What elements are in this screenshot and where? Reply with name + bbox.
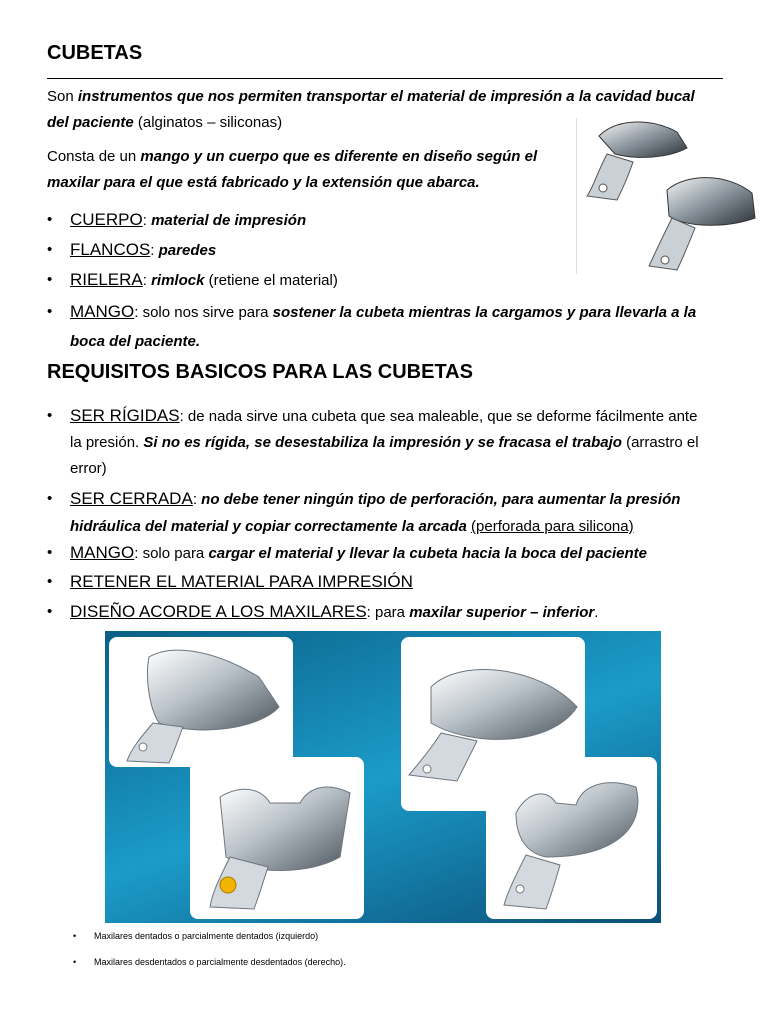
list-item <box>47 403 727 482</box>
term: CUERPO <box>70 210 143 229</box>
bold-text: cargar el material y llevar la cubeta hacia la boca del paciente <box>208 545 648 562</box>
text: la presión. <box>70 434 144 451</box>
intro-text: Consta de un <box>47 148 141 165</box>
caption-list <box>73 930 346 968</box>
bullet-icon: • <box>47 303 53 320</box>
edentulous-lower-tray-icon <box>486 757 657 919</box>
intro-bold: mango y un cuerpo que es diferente en diseño según el <box>140 148 538 165</box>
bullet-icon: • <box>47 490 53 507</box>
intro-bold: instrumentos que nos permiten transportar el material de impresión a la cavidad bucal <box>77 88 695 105</box>
bold-text: hidráulica del material y copiar correctamente la arcada <box>70 518 467 535</box>
separator: : solo para <box>134 545 209 562</box>
yellow-marker-icon <box>220 877 236 893</box>
text: . <box>594 604 599 621</box>
parts-list <box>47 207 727 356</box>
text: : de nada sirve una cubeta que sea maleable, que se deforme fácilmente ante <box>179 408 698 425</box>
dentate-lower-tray-icon <box>190 757 364 919</box>
list-item <box>47 237 727 263</box>
term: RIELERA <box>70 270 143 289</box>
list-item <box>47 485 727 540</box>
bullet-icon: • <box>47 544 53 561</box>
bold-text: sostener la cubeta mientras la cargamos y para llevarla a la <box>272 304 697 321</box>
text: (arrastro el <box>621 434 699 451</box>
title-divider <box>47 78 723 79</box>
bold-text: Si no es rígida, se desestabiliza la impresión y se fracasa el trabajo <box>143 434 622 451</box>
photo-tile <box>190 757 364 919</box>
list-item <box>47 297 727 356</box>
photo-tile <box>486 757 657 919</box>
separator: : para <box>366 604 410 621</box>
dentate-upper-tray-icon <box>109 637 293 767</box>
bullet-icon: • <box>47 603 53 620</box>
bullet-icon: • <box>47 271 53 288</box>
separator: : <box>142 212 152 229</box>
separator: : <box>192 491 202 508</box>
intro-bold: del paciente <box>47 114 134 131</box>
requirements-list <box>47 403 727 627</box>
bold-text: boca del paciente. <box>70 333 201 350</box>
caption-item <box>73 930 346 942</box>
trays-photo-panel <box>105 631 661 923</box>
separator: : <box>150 242 159 259</box>
term: RETENER EL MATERIAL PARA IMPRESIÓN <box>70 572 413 591</box>
bullet-icon: • <box>47 241 53 258</box>
caption-item <box>73 956 346 968</box>
bullet-icon: • <box>47 211 53 228</box>
intro-text: Son <box>47 88 78 105</box>
bullet-icon: • <box>47 407 53 424</box>
bullet-icon: • <box>73 957 77 967</box>
bullet-icon: • <box>47 573 53 590</box>
list-item <box>47 207 727 233</box>
intro-paragraph-2 <box>47 144 572 196</box>
caption-text: Maxilares dentados o parcialmente dentados (izquierdo) <box>94 931 319 941</box>
list-item <box>47 267 727 293</box>
text: (retiene el material) <box>204 272 338 289</box>
intro-bold: maxilar para el que está fabricado y la extensión que abarca. <box>47 174 480 191</box>
bold-text: paredes <box>158 242 217 259</box>
bold-text: maxilar superior – inferior <box>409 604 595 621</box>
list-item <box>47 540 727 567</box>
term: DISEÑO ACORDE A LOS MAXILARES <box>70 602 367 621</box>
list-item <box>47 598 727 627</box>
photo-tile <box>109 637 293 767</box>
term: SER RÍGIDAS <box>70 406 180 425</box>
bold-text: rimlock <box>151 272 205 289</box>
text: error) <box>70 460 107 477</box>
term: MANGO <box>70 543 135 562</box>
bold-text: no debe tener ningún tipo de perforación, para aumentar la presión <box>201 491 681 508</box>
caption-text: Maxilares desdentados o parcialmente desdentados (derecho). <box>94 957 346 967</box>
bullet-icon: • <box>73 931 77 941</box>
term: SER CERRADA <box>70 489 193 508</box>
section-title: REQUISITOS BASICOS PARA LAS CUBETAS <box>47 361 473 383</box>
term: FLANCOS <box>70 240 151 259</box>
underlined-text: (perforada para silicona) <box>471 518 634 535</box>
term: MANGO <box>70 302 135 321</box>
separator: : <box>142 272 152 289</box>
bold-text: material de impresión <box>151 212 307 229</box>
separator: : solo nos sirve para <box>134 304 273 321</box>
page-title: CUBETAS <box>47 42 143 64</box>
intro-text: (alginatos – siliconas) <box>133 114 283 131</box>
list-item <box>47 567 727 598</box>
